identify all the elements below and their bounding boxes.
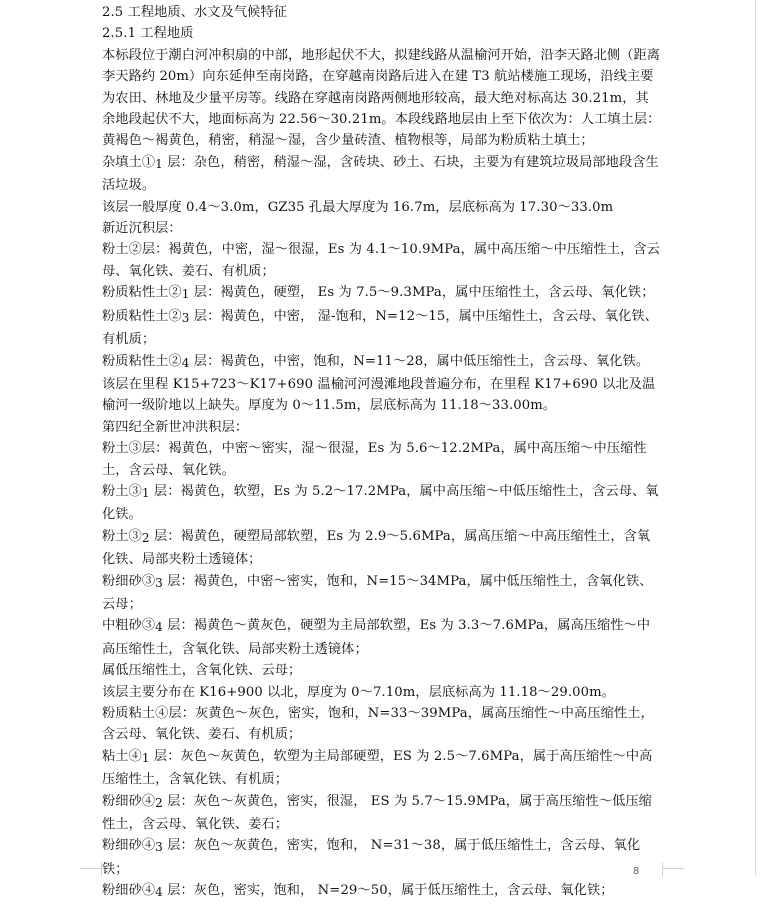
document-body [102, 2, 662, 904]
paragraph-silty-clay-2-3: 粉质粘性土②3 层：褐黄色，中密， 湿-饱和，N=12～15，属中压缩性土，含云母、氧化铁、有机质； [102, 308, 658, 348]
paragraph-layer-3-distribution: 该层主要分布在 K16+900 以北，厚度为 0～7.10m，层底标高为 11.18～29.00m。 [102, 684, 616, 700]
page-number: 8 [633, 866, 640, 877]
right-margin-rule [755, 0, 756, 876]
paragraph-fill-thickness: 该层一般厚度 0.4～3.0m，GZ35 孔最大厚度为 16.7m，层底标高为 17.30～33.0m [102, 199, 614, 215]
crop-mark-left-vertical [101, 862, 102, 876]
paragraph-silty-clay-4: 粉质粘土④层：灰黄色～灰色，密实，饱和，N=33～39MPa，属高压缩性～中高压缩性土，含云母、氧化铁、姜石、有机质； [102, 706, 654, 743]
subsection-heading: 2.5.1 工程地质 [102, 26, 194, 42]
paragraph-recent-deposit-title: 新近沉积层： [102, 221, 182, 237]
paragraph-layer-2-distribution: 该层在里程 K15+723～K17+690 温榆河河漫滩地段普遍分布，在里程 K17+690 以北及温榆河一级阶地以上缺失。厚度为 0～11.5m，层底标高为 11.18～33.00m。 [102, 376, 656, 414]
crop-mark-right-horizontal [662, 868, 684, 869]
paragraph-silt-2: 粉土②层：褐黄色，中密，湿～很湿，Es 为 4.1～10.9MPa，属中高压缩～中压缩性土，含云母、氧化铁、姜石、有机质； [102, 242, 660, 279]
section-heading: 2.5 工程地质、水文及气候特征 [102, 5, 288, 20]
paragraph-silt-3-1: 粉土③1 层：褐黄色，软塑，Es 为 5.2～17.2MPa，属中高压缩～中低压缩性土，含云母、氧化铁。 [102, 483, 659, 523]
paragraph-silt-3-2: 粉土③2 层：褐黄色，硬塑局部软塑，Es 为 2.9～5.6MPa，属高压缩～中高压缩性土，含氧化铁、局部夹粉土透镜体； [102, 528, 651, 568]
paragraph-low-compressibility: 属低压缩性土，含氧化铁、云母； [102, 663, 302, 679]
paragraph-miscellaneous-fill: 杂填土①1 层：杂色，稍密，稍湿～湿，含砖块、砂土、石块，主要为有建筑垃圾局部地段含生活垃圾。 [102, 154, 659, 194]
paragraph-coarse-sand-3-4: 中粗砂③4 层：褐黄色～黄灰色，硬塑为主局部软塑，Es 为 3.3～7.6MPa，属高压缩性～中高压缩性土，含氧化铁、局部夹粉土透镜体； [102, 618, 651, 657]
crop-mark-left-horizontal [80, 868, 102, 869]
paragraph-clay-4-1: 粘土④1 层：灰色～灰黄色，软塑为主局部硬塑，ES 为 2.5～7.6MPa，属于高压缩性～中高压缩性土，含氧化铁、有机质； [102, 748, 653, 788]
paragraph-fine-sand-4-2: 粉细砂④2 层：灰色～灰黄色，密实，很湿， ES 为 5.7～15.9MPa，属于高压缩性～低压缩性土，含云母、氧化铁、姜石； [102, 793, 652, 833]
paragraph-quaternary-title: 第四纪全新世冲洪积层： [102, 419, 249, 435]
paragraph-silty-clay-2-4: 粉质粘性土②4 层：褐黄色，中密，饱和，N=11～28，属中低压缩性土，含云母、氧化铁。 [102, 353, 650, 370]
paragraph-silty-clay-2-1: 粉质粘性土②1 层：褐黄色，硬塑， Es 为 7.5～9.3MPa，属中压缩性土，含云母、氧化铁； [102, 285, 655, 302]
paragraph-fine-sand-3-3: 粉细砂③3 层：褐黄色，中密～密实，饱和，N=15～34MPa，属中低压缩性土，含氧化铁、云母； [102, 573, 653, 612]
crop-mark-right-vertical [662, 862, 663, 876]
paragraph-fine-sand-4-4: 粉细砂④4 层：灰色，密实，饱和， N=29～50，属于低压缩性土，含云母、氧化铁； [102, 883, 614, 900]
paragraph-silt-3: 粉土③层：褐黄色，中密～密实，湿～很湿，Es 为 5.6～12.2MPa，属中高压缩～中压缩性土，含云母、氧化铁。 [102, 441, 647, 478]
paragraph-overview: 本标段位于潮白河冲积扇的中部，地形起伏不大，拟建线路从温榆河开始，沿李天路北侧（距离李天路约 20m）向东延伸至南岗路，在穿越南岗路后进入在建 T3 航站楼施工现场，沿线主要为农田、林地及少量平房等。线路在穿越南岗路两侧地形较高，最大绝对标高达 30.21m，其余地段起伏不大，地面标高为 22.56～30.21m。本段线路地层由上至下依次为：人工填土层：黄褐色～褐黄色，稍密，稍湿～湿，含少量砖渣、植物根等，局部为粉质粘土填土； [102, 47, 661, 149]
paragraph-fine-sand-4-3: 粉细砂④3 层：灰色～灰黄色，密实，饱和， N=31～38，属于低压缩性土，含云母、氧化铁； [102, 838, 641, 877]
